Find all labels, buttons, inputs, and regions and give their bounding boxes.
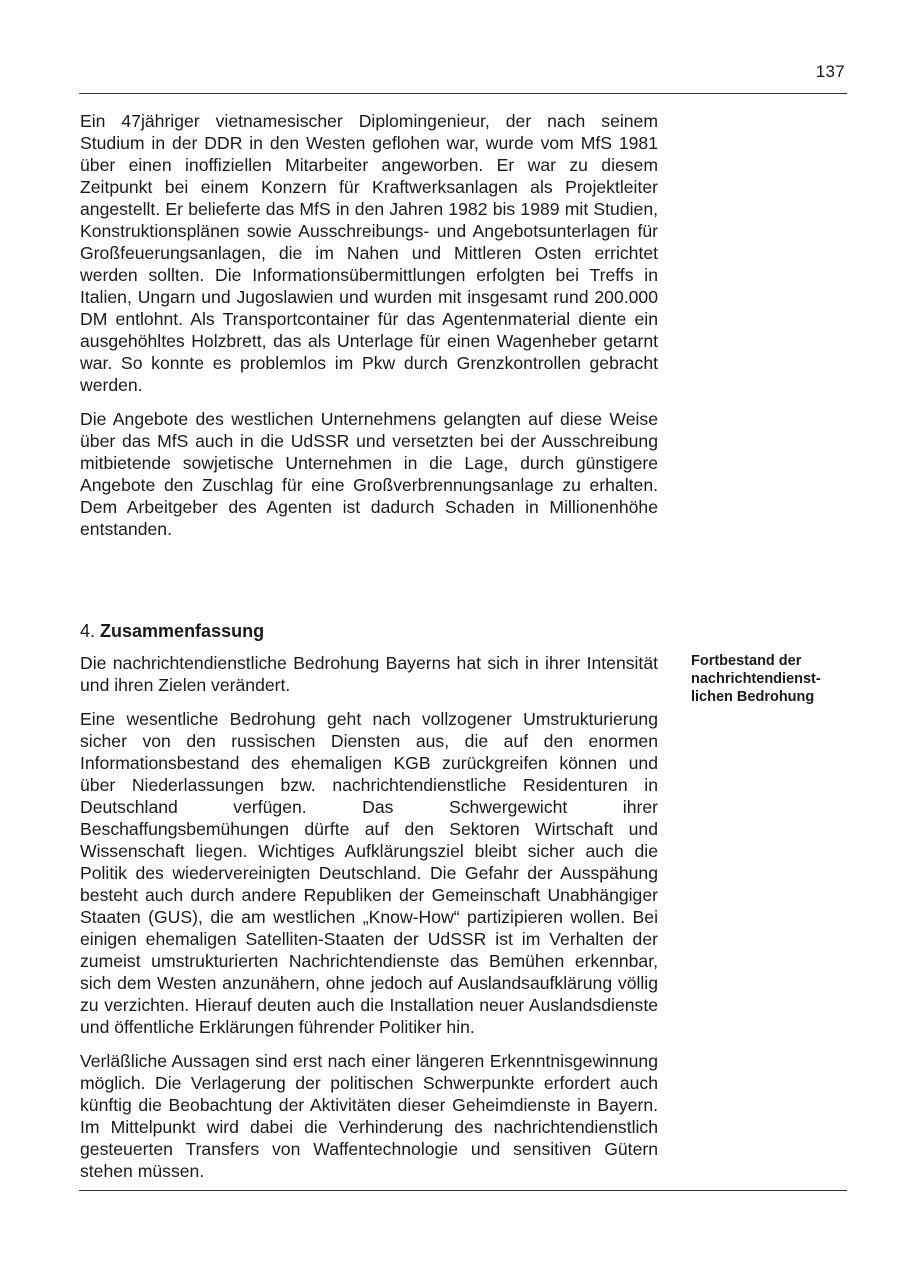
case-report-text	[80, 110, 658, 552]
header-rule	[79, 93, 847, 94]
margin-note-line: nachrichtendienst-	[691, 671, 821, 687]
paragraph: Die Angebote des westlichen Unternehmens gelangten auf diese Weise über das MfS auch in die UdSSR und versetzten bei der Ausschreibung mitbietende sowjetische Unternehmen in die Lage, durch günstigere Angebote den Zuschlag für eine Großverbrennungsanlage zu erhalten. Dem Arbeitgeber des Agenten ist dadurch Schaden in Millionenhöhe entstanden.	[80, 409, 658, 539]
paragraph: Ein 47jähriger vietnamesischer Diplomingenieur, der nach seinem Studium in der DDR in den Westen geflohen war, wurde vom MfS 1981 über einen inoffiziellen Mitarbeiter angeworben. Er war zu diesem Zeitpunkt bei einem Konzern für Kraftwerksanlagen als Projektleiter angestellt. Er belieferte das MfS in den Jahren 1982 bis 1989 mit Studien, Konstruktionsplänen sowie Ausschreibungs- und Angebotsunterlagen für Großfeuerungsanlagen, die im Nahen und Mittleren Osten errichtet werden sollten. Die Informationsübermittlungen erfolgten bei Treffs in Italien, Ungarn und Jugoslawien und wurden mit insgesamt rund 200.000 DM entlohnt. Als Transportcontainer für das Agentenmaterial diente ein ausgehöhltes Holzbrett, das als Unterlage für einen Wagenheber getarnt war. So konnte es problemlos im Pkw durch Grenzkontrollen gebracht werden.	[80, 111, 658, 395]
page-number: 137	[815, 62, 845, 81]
section-number: 4.	[80, 621, 96, 641]
paragraph: Verläßliche Aussagen sind erst nach einer längeren Erkenntnisgewinnung möglich. Die Verlagerung der politischen Schwerpunkte erfordert auch künftig die Beobachtung der Aktivitäten dieser Geheimdienste in Bayern. Im Mittelpunkt wird dabei die Verhinderung des nachrichtendienstlich gesteuerten Transfers von Waffentechnologie und sensitiven Gütern stehen müssen.	[80, 1051, 658, 1181]
footer-rule	[79, 1190, 847, 1191]
margin-note-line: Fortbestand der	[691, 653, 802, 669]
section-title: Zusammenfassung	[100, 621, 265, 641]
summary-section	[80, 620, 658, 1194]
margin-note	[691, 652, 851, 706]
section-heading	[80, 620, 658, 642]
paragraph: Eine wesentliche Bedrohung geht nach vollzogener Umstrukturierung sicher von den russischen Diensten aus, die auf den enormen Informationsbestand des ehemaligen KGB zurückgreifen können und über Niederlassungen bzw. nachrichtendienstliche Residenturen in Deutschland verfügen. Das Schwergewicht ihrer Beschaffungsbemühungen dürfte auf den Sektoren Wirtschaft und Wissenschaft liegen. Wichtiges Aufklärungsziel bleibt sicher auch die Politik des wiedervereinigten Deutschland. Die Gefahr der Ausspähung besteht auch durch andere Republiken der Gemeinschaft Unabhängiger Staaten (GUS), die am westlichen „Know-How“ partizipieren wollen. Bei einigen ehemaligen Satelliten-Staaten der UdSSR ist im Verhalten der zumeist umstrukturierten Nachrichtendienste das Bemühen erkennbar, sich dem Westen anzunähern, ohne jedoch auf Auslandsaufklärung völlig zu verzichten. Hierauf deuten auch die Installation neuer Auslandsdienste und öffentliche Erklärungen führender Politiker hin.	[80, 709, 658, 1037]
paragraph: Die nachrichtendienstliche Bedrohung Bayerns hat sich in ihrer Intensität und ihren Zielen verändert.	[80, 653, 658, 695]
margin-note-line: lichen Bedrohung	[691, 689, 815, 705]
